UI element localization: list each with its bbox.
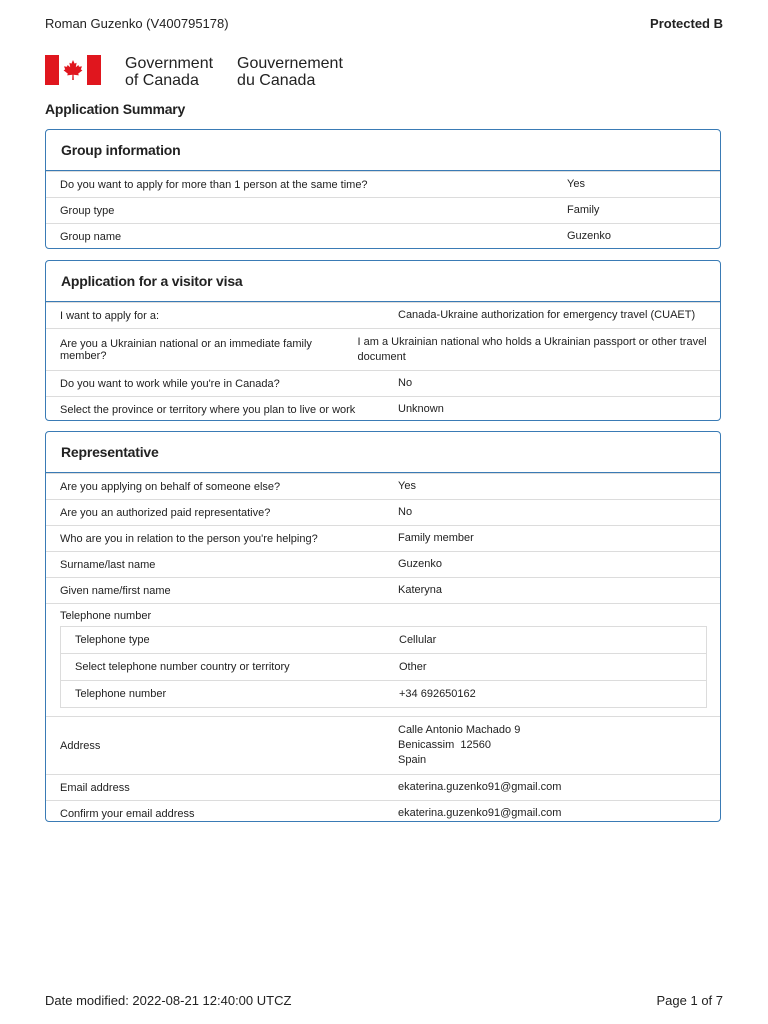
table-row: Are you a Ukrainian national or an immediate family member? I am a Ukrainian national who holds a Ukrainian passport or other travel document bbox=[46, 328, 720, 370]
table-row: Group name Guzenko bbox=[46, 223, 720, 249]
confirm-email-row: Confirm your email address ekaterina.guzenko91@gmail.com bbox=[46, 800, 720, 822]
table-row: Telephone type Cellular bbox=[75, 634, 437, 646]
section-heading: Application for a visitor visa bbox=[46, 261, 720, 302]
page-header bbox=[45, 16, 723, 31]
table-row: Who are you in relation to the person you're helping? Family member bbox=[46, 525, 720, 551]
logo-text-fr: Gouvernement du Canada bbox=[237, 55, 343, 89]
table-row: Are you applying on behalf of someone else? Yes bbox=[46, 473, 720, 499]
table-row: Select the province or territory where you plan to live or work Unknown bbox=[46, 396, 720, 421]
section-heading: Representative bbox=[46, 432, 720, 473]
table-row: Given name/first name Kateryna bbox=[46, 577, 720, 603]
representative-section bbox=[45, 431, 721, 822]
table-row: Do you want to apply for more than 1 person at the same time? Yes bbox=[46, 171, 720, 197]
page-number: Page 1 of 7 bbox=[656, 993, 723, 1008]
table-row: Do you want to work while you're in Canada? No bbox=[46, 370, 720, 396]
table-row: Telephone number +34 692650162 bbox=[61, 680, 706, 707]
section-heading: Group information bbox=[46, 130, 720, 171]
logo-text-en: Government of Canada bbox=[125, 55, 214, 89]
table-row: Select telephone number country or territory Other bbox=[61, 653, 706, 680]
table-row: I want to apply for a: Canada-Ukraine authorization for emergency travel (CUAET) bbox=[46, 302, 720, 328]
email-row: Email address ekaterina.guzenko91@gmail.com bbox=[46, 774, 720, 800]
page-title: Application Summary bbox=[45, 101, 186, 117]
page-footer bbox=[45, 993, 723, 1008]
date-modified: Date modified: 2022-08-21 12:40:00 UTCZ bbox=[45, 993, 292, 1008]
table-row: Group type Family bbox=[46, 197, 720, 223]
address-row: Address Calle Antonio Machado 9 Benicassim 12560 Spain bbox=[46, 716, 720, 774]
classification-label: Protected B bbox=[650, 16, 723, 31]
table-row: Are you an authorized paid representative? No bbox=[46, 499, 720, 525]
table-row: Surname/last name Guzenko bbox=[46, 551, 720, 577]
canada-flag-icon bbox=[45, 55, 101, 85]
telephone-group-label: Telephone number bbox=[60, 610, 152, 622]
telephone-group bbox=[46, 603, 720, 716]
applicant-name: Roman Guzenko (V400795178) bbox=[45, 16, 229, 31]
group-information-section bbox=[45, 129, 721, 249]
visitor-visa-section bbox=[45, 260, 721, 421]
government-logo bbox=[45, 55, 343, 89]
